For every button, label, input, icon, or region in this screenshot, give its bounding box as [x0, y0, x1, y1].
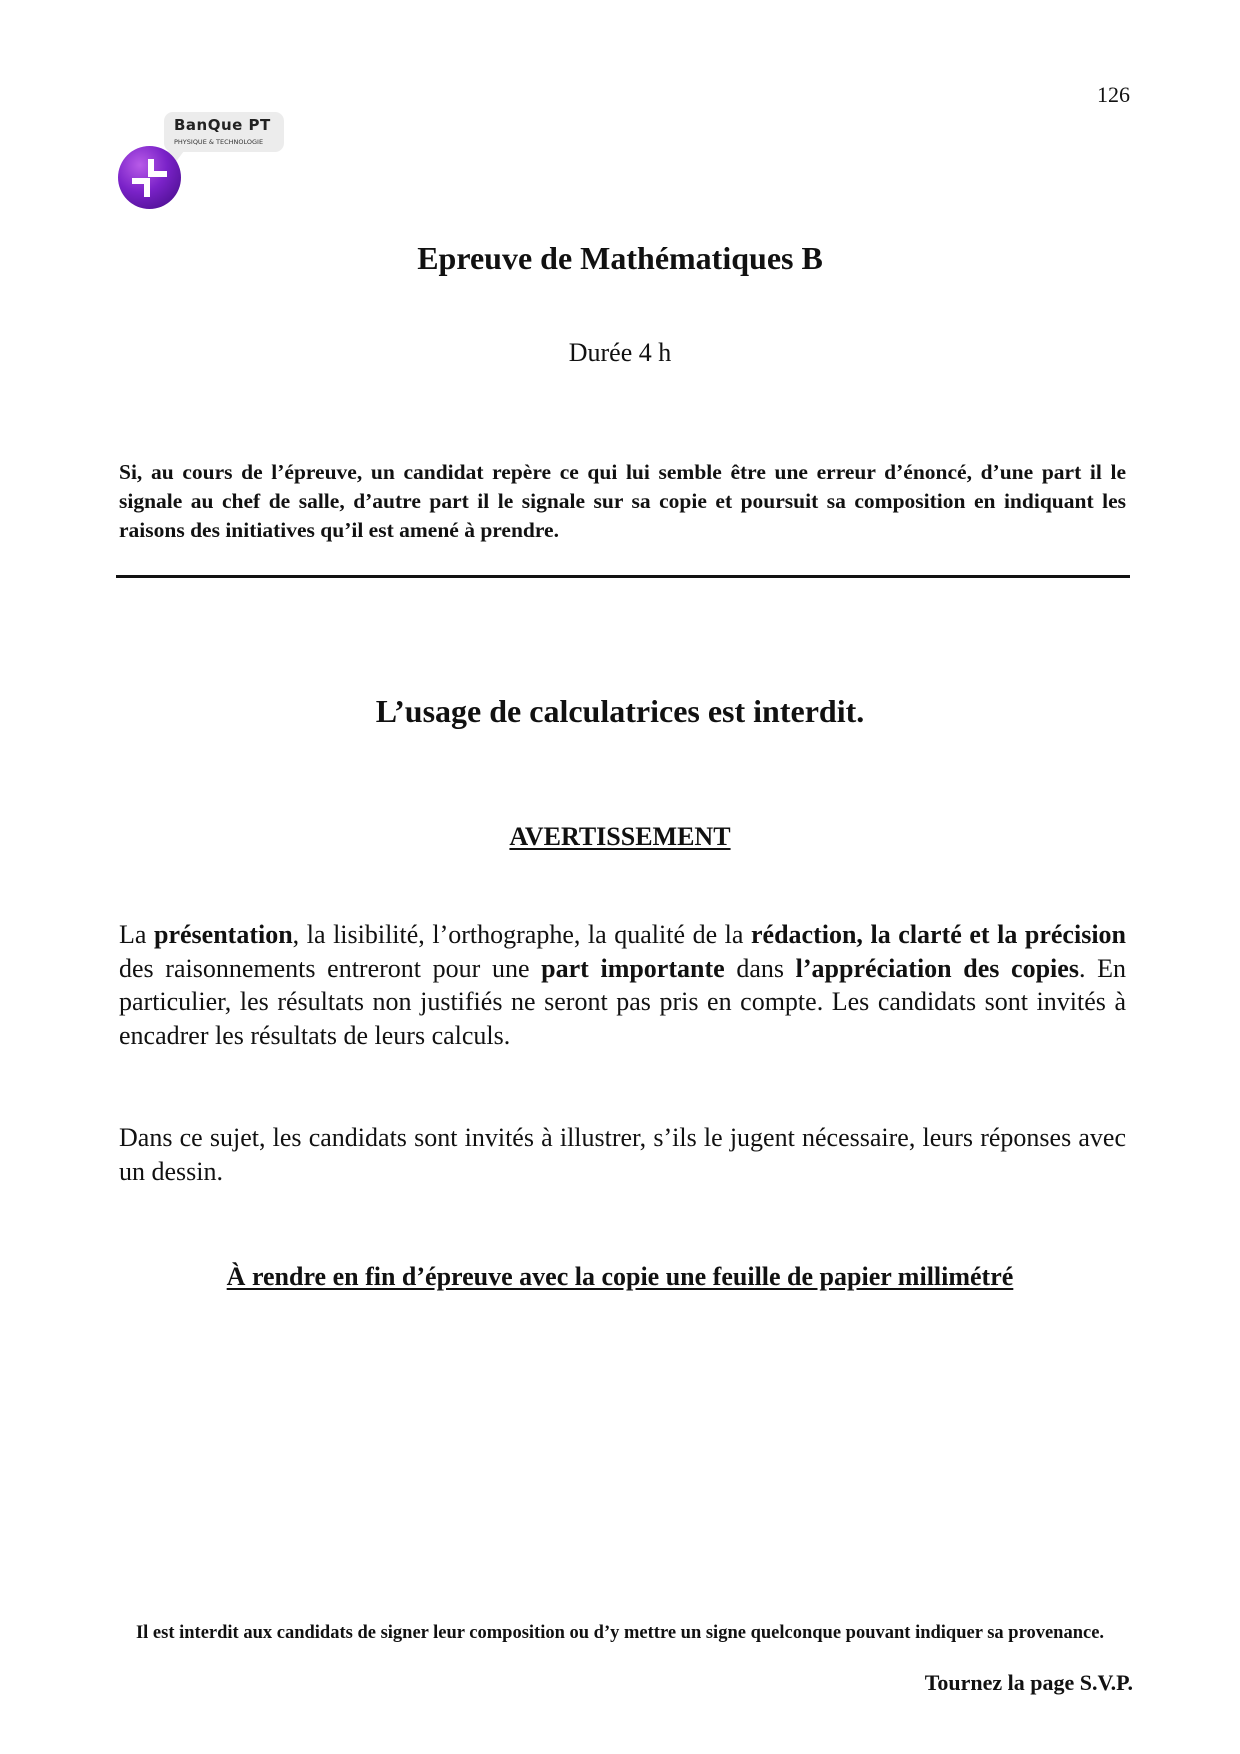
- p1-text-2: , la lisibilité, l’orthographe, la qualité de la: [292, 920, 751, 949]
- error-notice: Si, au cours de l’épreuve, un candidat repère ce qui lui semble être une erreur d’énoncé, d’une part il le signale au chef de salle, d’autre part il le signale sur sa copie et poursuit sa composition en indiquant les raisons des initiatives qu’il est amené à prendre.: [119, 460, 1126, 542]
- banque-pt-logo: [118, 110, 298, 210]
- exam-duration: Durée 4 h: [568, 338, 672, 367]
- p1-text-4: dans: [724, 953, 796, 983]
- p1-bold-4: l’appréciation des copies: [795, 953, 1079, 983]
- separator-line: [116, 575, 1130, 578]
- p1-bold-3: part importante: [541, 953, 725, 983]
- p1-text-5: . En particulier, les résultats non justifiés ne seront pas pris en compte. Les candidats sont invités à encadrer les résultats de leurs calculs.: [119, 953, 1126, 1050]
- turn-page-notice: Tournez la page S.V.P.: [924, 1670, 1133, 1695]
- plus-arrow-icon: [118, 146, 181, 209]
- return-notice: À rendre en fin d’épreuve avec la copie une feuille de papier millimétré: [226, 1262, 1014, 1291]
- page-number: 126: [1097, 82, 1130, 107]
- calculator-rule: L’usage de calculatrices est interdit.: [375, 693, 865, 729]
- footer-notice: Il est interdit aux candidats de signer leur composition ou d’y mettre un signe quelconque pouvant indiquer sa provenance.: [135, 1623, 1105, 1643]
- logo-circle: [118, 146, 181, 209]
- p1-text-1: La: [119, 920, 154, 949]
- logo-subtitle: PHYSIQUE & TECHNOLOGIE: [174, 138, 264, 146]
- warning-paragraph-presentation: [119, 918, 1126, 1052]
- p1-text-3: des raisonnements entreront pour une: [119, 953, 542, 983]
- logo-brand-text: BanQue PT: [174, 116, 271, 134]
- warning-paragraph-illustration: Dans ce sujet, les candidats sont invités à illustrer, s’ils le jugent nécessaire, leurs réponses avec un dessin.: [119, 1123, 1126, 1186]
- exam-title: Epreuve de Mathématiques B: [417, 240, 823, 276]
- warning-heading: AVERTISSEMENT: [509, 822, 731, 851]
- p1-bold-1: présentation: [154, 920, 293, 949]
- p1-bold-2: rédaction, la clarté et la précision: [751, 920, 1126, 949]
